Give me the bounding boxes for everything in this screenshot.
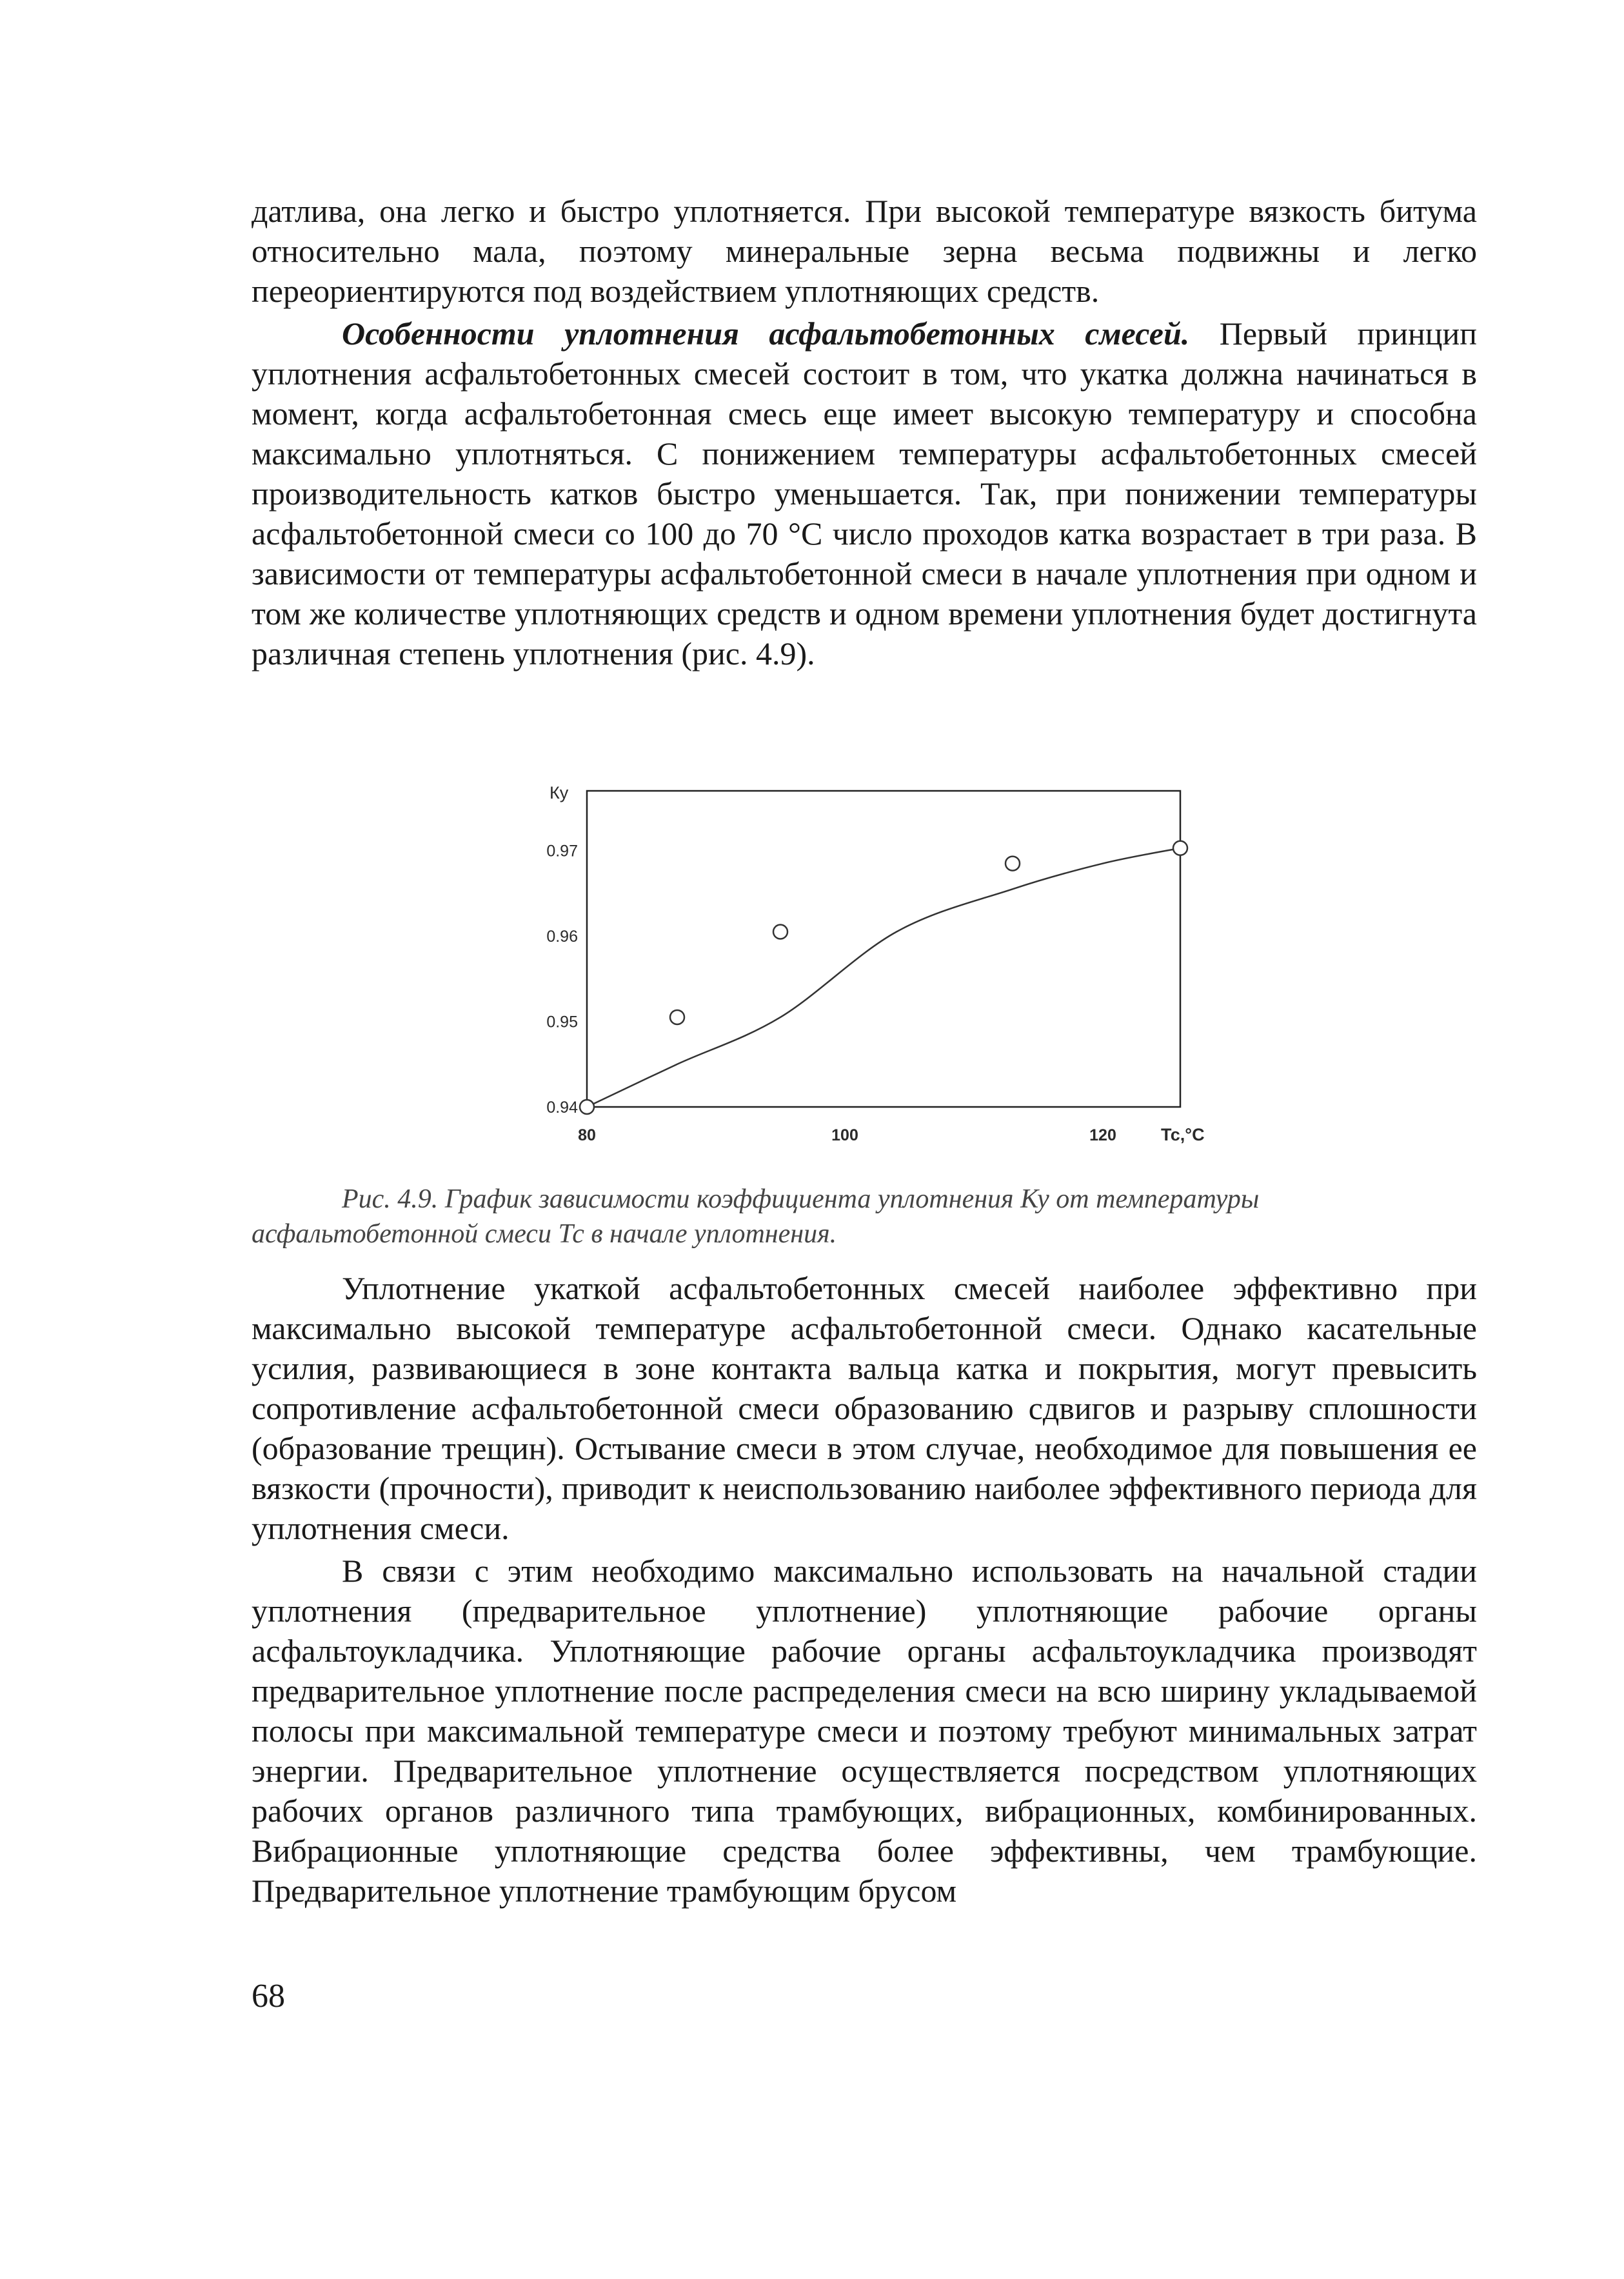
data-point-marker bbox=[1173, 841, 1187, 855]
page-number: 68 bbox=[252, 1978, 285, 2015]
section-lead: Особенности уплотнения асфальтобетонных смесей. bbox=[342, 315, 1190, 352]
top-text-block bbox=[252, 191, 1477, 676]
data-point-marker bbox=[1005, 857, 1020, 871]
compaction-chart bbox=[503, 768, 1213, 1168]
data-point-marker bbox=[773, 925, 787, 939]
data-point-marker bbox=[670, 1010, 684, 1024]
y-axis-label: Ку bbox=[550, 783, 569, 802]
data-point-marker bbox=[580, 1100, 594, 1114]
x-tick-labels bbox=[578, 1126, 1116, 1144]
paragraph-continuation: датлива, она легко и быстро уплотняется. При высокой температуре вязкость битума относительно мала, поэтому минеральные зерна весьма подвижны и легко переориентируются под воздействием уплотняющих средств. bbox=[252, 193, 1477, 309]
y-tick-labels bbox=[546, 842, 578, 1117]
x-tick-label: 80 bbox=[578, 1126, 596, 1144]
series-line bbox=[587, 848, 1180, 1107]
y-tick-label: 0.94 bbox=[546, 1099, 578, 1117]
paragraph-section bbox=[252, 313, 1477, 673]
paragraph-pre-compaction: В связи с этим необходимо максимально использовать на начальной стадии уплотнения (предварительное уплотнение) уплотняющие рабочие органы асфальтоукладчика. Уплотняющие рабочие органы асфальтоукладчика производят предварительное уплотнение после распределения смеси на всю ширину укладываемой полосы при максимальной температуре смеси и поэтому требуют минимальных затрат энергии. Предварительное уплотнение осуществляется посредством уплотняющих рабочих органов различного типа трамбующих, вибрационных, комбинированных. Вибрационные уплотняющие средства более эффективны, чем трамбующие. Предварительное уплотнение трамбующим брусом bbox=[252, 1553, 1477, 1909]
section-text: Первый принцип уплотнения асфальтобетонных смесей состоит в том, что укатка должна начинаться в момент, когда асфальтобетонная смесь еще имеет высокую температуру и способна максимально уплотняться. С понижением температуры асфальтобетонных смесей производительность катков быстро уменьшается. Так, при понижении температуры асфальтобетонной смеси со 100 до 70 °С число проходов катка возрастает в три раза. В зависимости от температуры асфальтобетонной смеси в начале уплотнения при одном и том же количестве уплотняющих средств и одном времени уплотнения будет достигнута различная степень уплотнения (рис. 4.9). bbox=[252, 315, 1478, 672]
figure-caption: Рис. 4.9. График зависимости коэффициента уплотнения Ку от температуры асфальтобетонной смеси Тс в начале уплотнения. bbox=[252, 1184, 1260, 1249]
x-tick-label: 100 bbox=[831, 1126, 858, 1144]
paragraph-rolling: Уплотнение укаткой асфальтобетонных смесей наиболее эффективно при максимально высокой температуре асфальтобетонной смеси. Однако касательные усилия, развивающиеся в зоне контакта вальца катка и покрытия, могут превысить сопротивление асфальтобетонной смеси образованию сдвигов и разрыву сплошности (образование трещин). Остывание смеси в этом случае, необходимое для повышения ее вязкости (прочности), приводит к неиспользованию наиболее эффективного периода для уплотнения смеси. bbox=[252, 1270, 1477, 1546]
x-axis-label: Тс,°С bbox=[1161, 1125, 1205, 1144]
y-tick-label: 0.97 bbox=[546, 842, 578, 861]
x-tick-label: 120 bbox=[1089, 1126, 1116, 1144]
plot-frame bbox=[587, 791, 1180, 1107]
y-tick-label: 0.96 bbox=[546, 928, 578, 946]
bottom-text-block bbox=[252, 1268, 1477, 1913]
data-markers bbox=[580, 841, 1187, 1114]
y-tick-label: 0.95 bbox=[546, 1013, 578, 1031]
